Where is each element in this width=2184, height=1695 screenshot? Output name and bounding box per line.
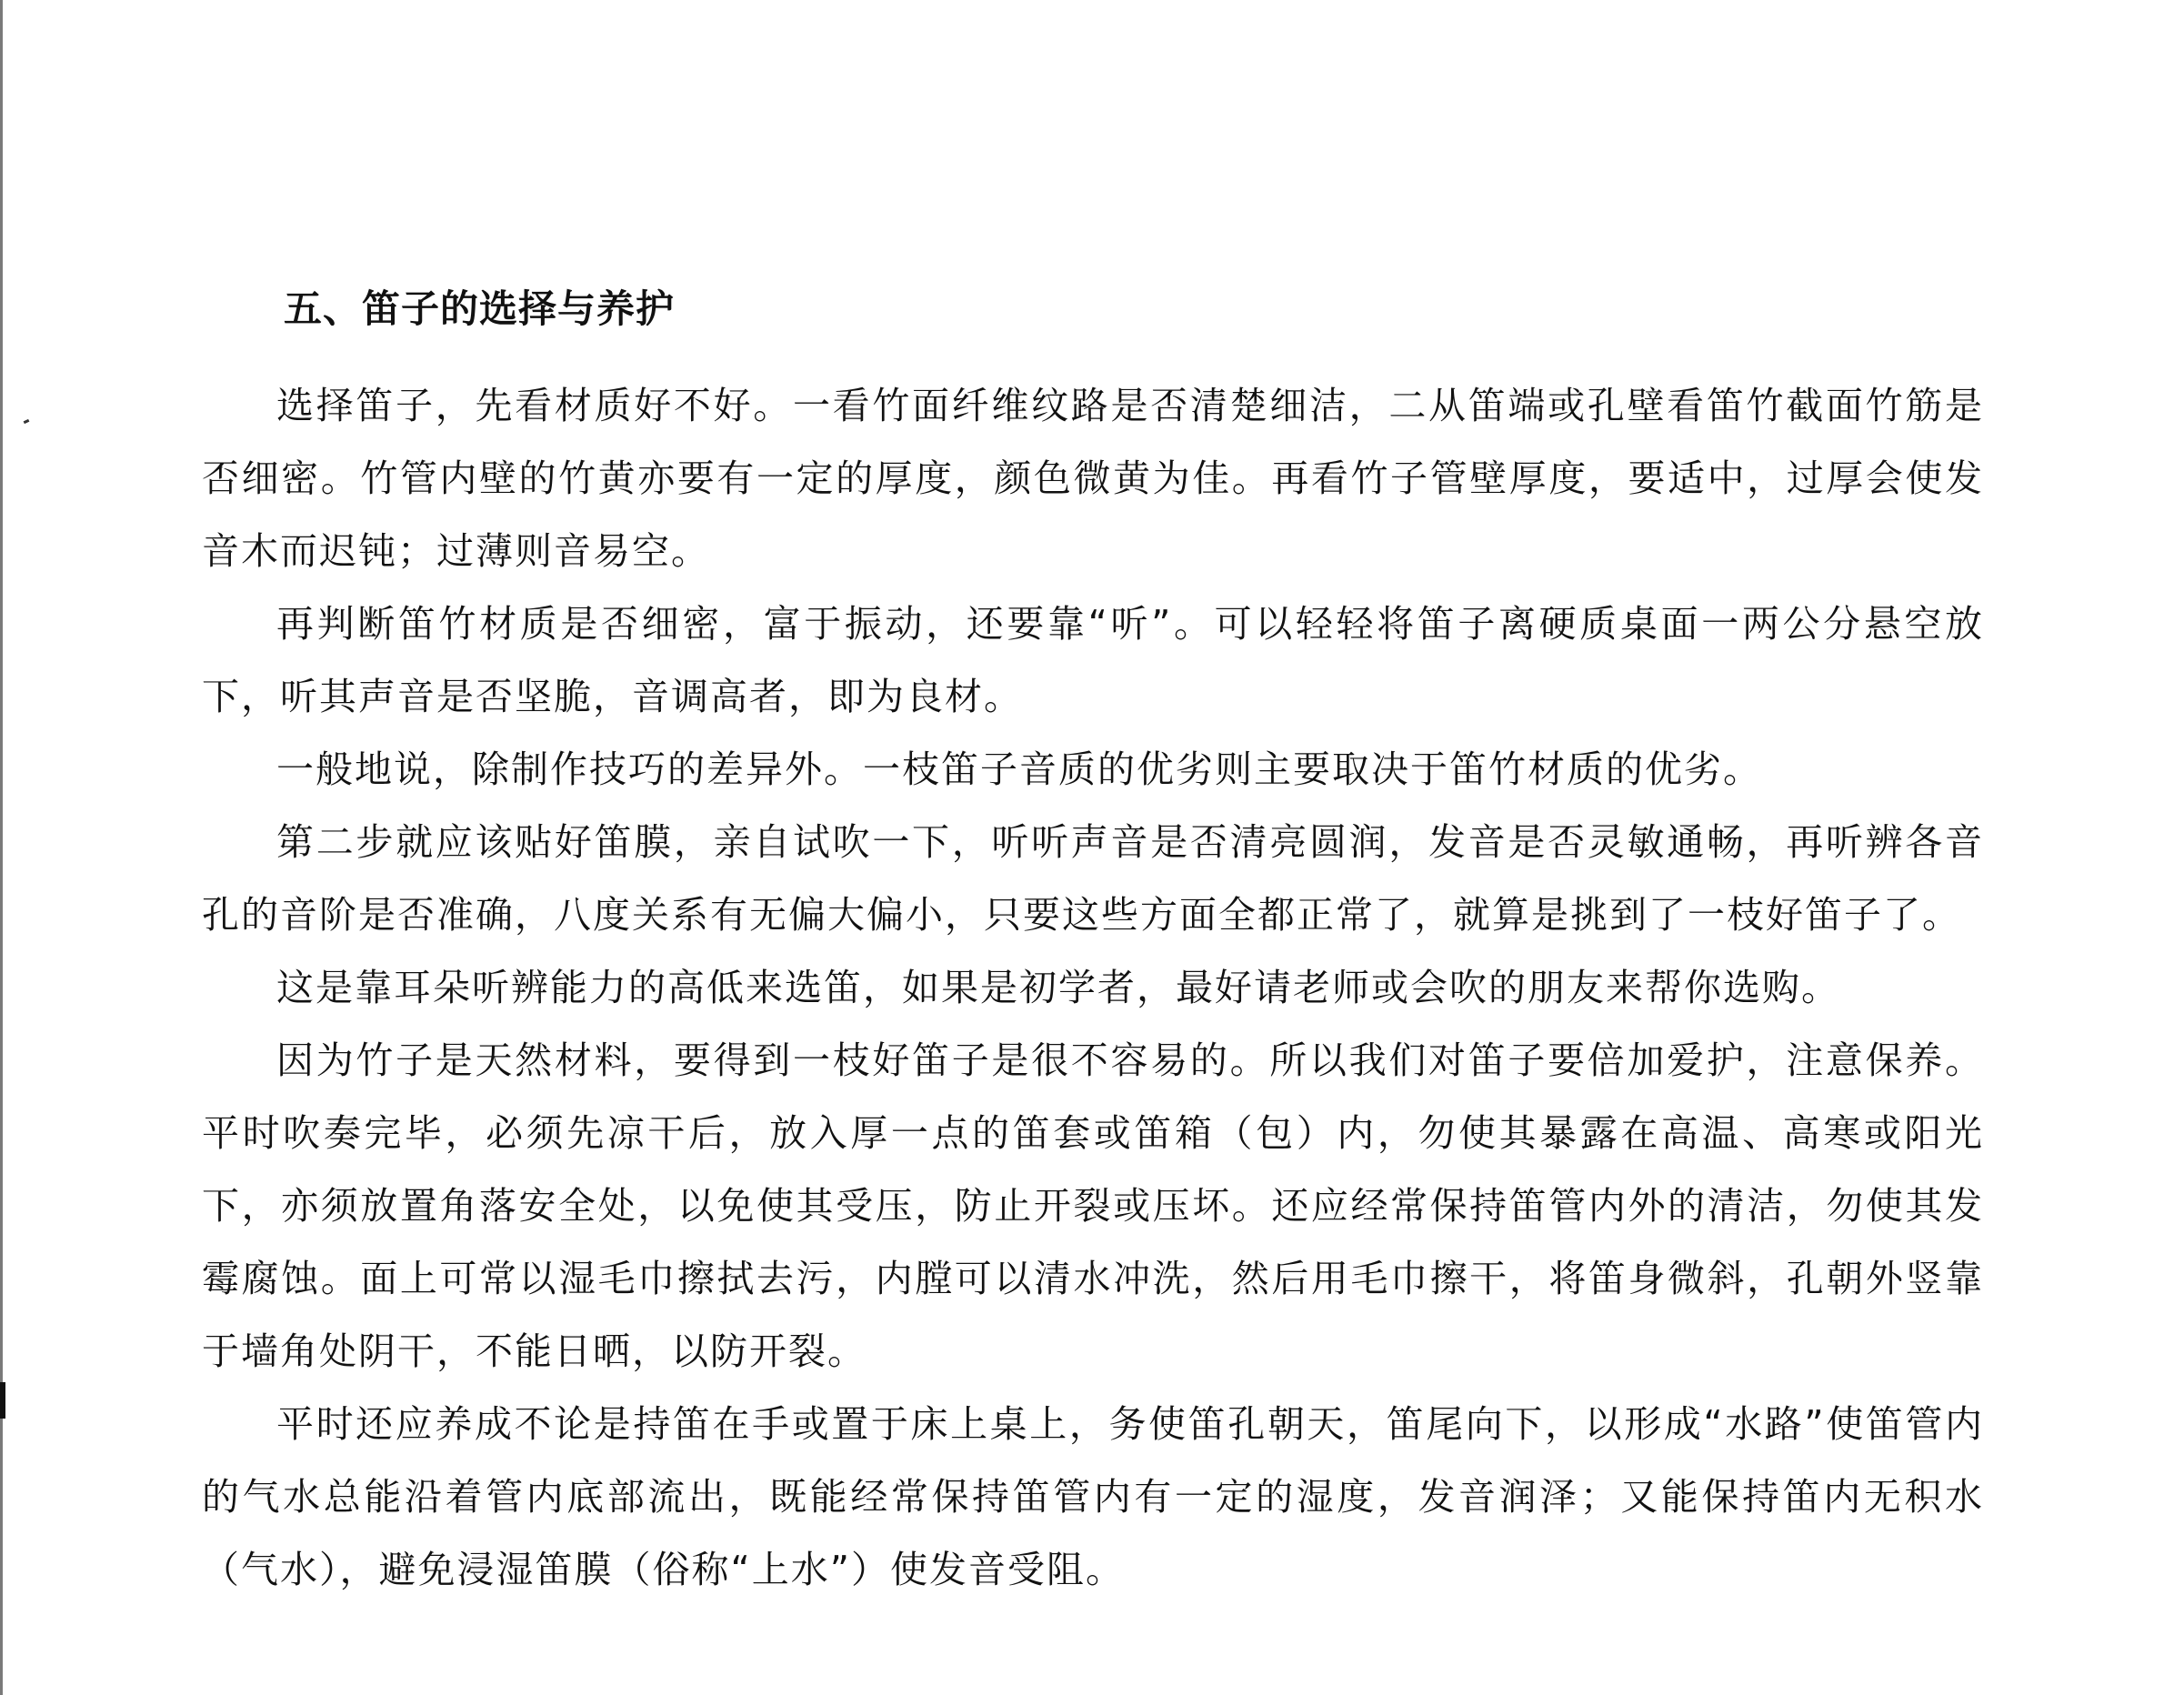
paragraph-4: 第二步就应该贴好笛膜，亲自试吹一下，听听声音是否清亮圆润，发音是否灵敏通畅，再听辨各音孔的音阶是否准确，八度关系有无偏大偏小，只要这些方面全都正常了，就算是挑到了一枝好笛子了。 [202,820,1984,937]
paragraph-7: 平时还应养成不论是持笛在手或置于床上桌上，务使笛孔朝天，笛尾向下，以形成“水路”使笛管内的气水总能沿着管内底部流出，既能经常保持笛管内有一定的湿度，发音润泽；又能保持笛内无积水（气水），避免浸湿笛膜（俗称“上水”）使发音受阻。 [202,1402,1984,1591]
paragraph-5: 这是靠耳朵听辨能力的高低来选笛，如果是初学者，最好请老师或会吹的朋友来帮你选购。 [276,966,1840,1009]
page-left-border [0,0,3,1695]
paragraph-1: 选择笛子，先看材质好不好。一看竹面纤维纹路是否清楚细洁，二从笛端或孔壁看笛竹截面竹筋是否细密。竹管内壁的竹黄亦要有一定的厚度，颜色微黄为佳。再看竹子管壁厚度，要适中，过厚会使发音木而迟钝；过薄则音易空。 [202,384,1984,573]
scan-edge-mark [0,1382,5,1419]
paragraph-3: 一般地说，除制作技巧的差异外。一枝笛子音质的优劣则主要取决于笛竹材质的优劣。 [276,747,1762,791]
paragraph-6: 因为竹子是天然材料，要得到一枝好笛子是很不容易的。所以我们对笛子要倍加爱护，注意保养。平时吹奏完毕，必须先凉干后，放入厚一点的笛套或笛箱（包）内，勿使其暴露在高温、高寒或阳光下，亦须放置角落安全处，以免使其受压，防止开裂或压坏。还应经常保持笛管内外的清洁，勿使其发霉腐蚀。面上可常以湿毛巾擦拭去污，内膛可以清水冲洗，然后用毛巾擦干，将笛身微斜，孔朝外竖靠于墙角处阴干，不能日晒，以防开裂。 [202,1038,1984,1373]
paragraph-2: 再判断笛竹材质是否细密，富于振动，还要靠“听”。可以轻轻将笛子离硬质桌面一两公分悬空放下，听其声音是否坚脆，音调高者，即为良材。 [202,602,1984,718]
scan-speck [24,419,30,424]
document-body [202,273,1984,1606]
section-title: 五、笛子的选择与养护 [284,286,676,331]
